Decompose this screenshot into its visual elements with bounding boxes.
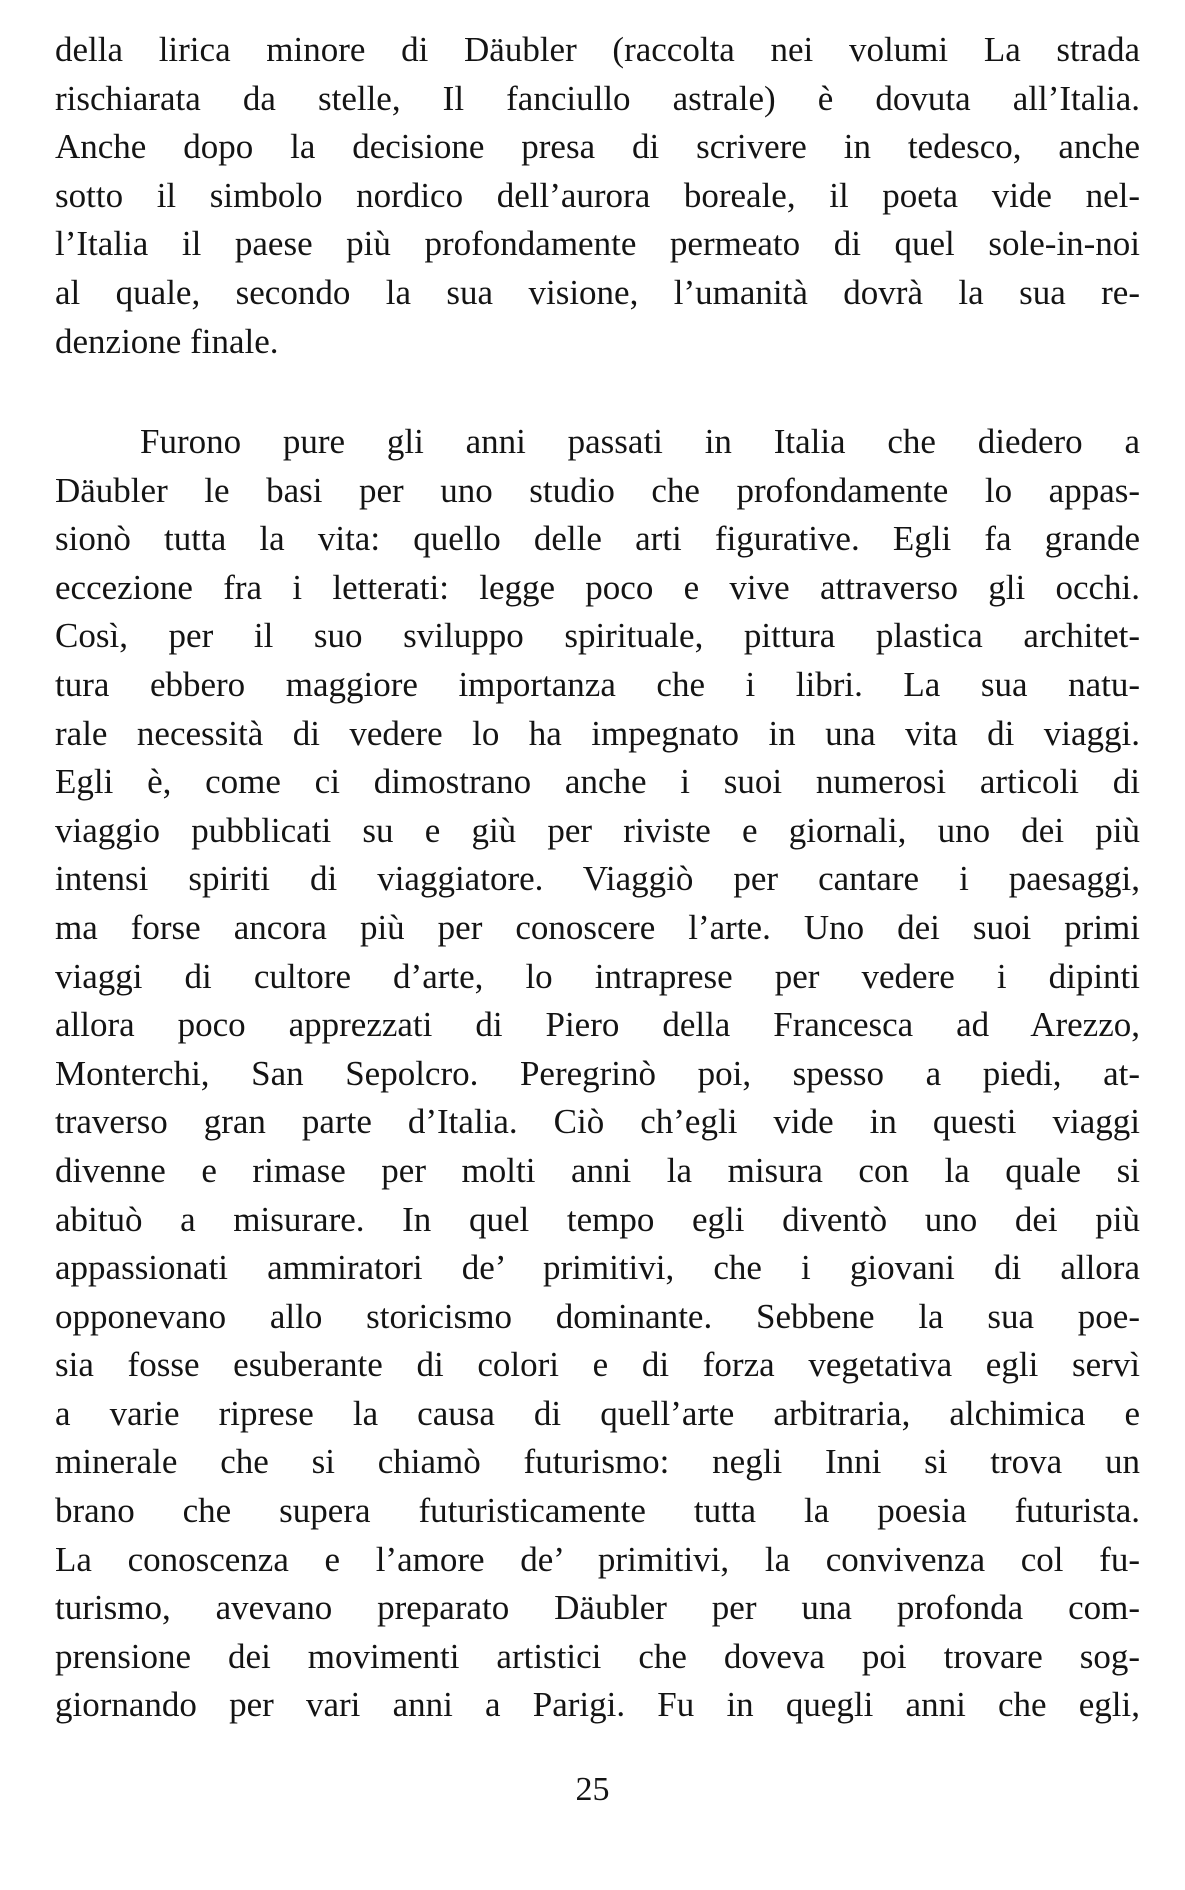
text-line: tura ebbero maggiore importanza che i libri. La sua natu- — [55, 664, 1140, 704]
text-line: minerale che si chiamò futurismo: negli Inni si trova un — [55, 1442, 1140, 1482]
text-line: sia fosse esuberante di colori e di forza vegetativa egli servì — [55, 1345, 1140, 1385]
text-line: opponevano allo storicismo dominante. Sebbene la sua poe- — [55, 1296, 1140, 1336]
text-line: abituò a misurare. In quel tempo egli diventò uno dei più — [55, 1199, 1140, 1239]
text-line: rale necessità di vedere lo ha impegnato in una vita di viaggi. — [55, 713, 1140, 753]
paragraph-2 — [55, 418, 1140, 1730]
text-line: rischiarata da stelle, Il fanciullo astrale) è dovuta all’Italia. — [55, 78, 1140, 118]
text-line: intensi spiriti di viaggiatore. Viaggiò per cantare i paesaggi, — [55, 859, 1140, 899]
text-line: al quale, secondo la sua visione, l’umanità dovrà la sua re- — [55, 272, 1140, 312]
text-line: La conoscenza e l’amore de’ primitivi, la convivenza col fu- — [55, 1539, 1140, 1579]
text-line: Anche dopo la decisione presa di scrivere in tedesco, anche — [55, 127, 1140, 167]
text-line: a varie riprese la causa di quell’arte arbitraria, alchimica e — [55, 1393, 1140, 1433]
text-line: della lirica minore di Däubler (raccolta nei volumi La strada — [55, 30, 1140, 69]
text-line: Così, per il suo sviluppo spirituale, pittura plastica architet- — [55, 616, 1140, 656]
text-line: brano che supera futuristicamente tutta la poesia futurista. — [55, 1491, 1140, 1531]
text-line: allora poco apprezzati di Piero della Francesca ad Arezzo, — [55, 1005, 1140, 1045]
text-line: Egli è, come ci dimostrano anche i suoi numerosi articoli di — [55, 762, 1140, 802]
text-line: ma forse ancora più per conoscere l’arte. Uno dei suoi primi — [55, 907, 1140, 947]
text-line: traverso gran parte d’Italia. Ciò ch’egli vide in questi viaggi — [55, 1102, 1140, 1142]
text-line: prensione dei movimenti artistici che doveva poi trovare sog- — [55, 1636, 1140, 1676]
text-line: divenne e rimase per molti anni la misura con la quale si — [55, 1150, 1140, 1190]
text-line: Monterchi, San Sepolcro. Peregrinò poi, spesso a piedi, at- — [55, 1053, 1140, 1093]
text-line: turismo, avevano preparato Däubler per una profonda com- — [55, 1588, 1140, 1628]
text-line: eccezione fra i letterati: legge poco e vive attraverso gli occhi. — [55, 567, 1140, 607]
page-number: 25 — [575, 1771, 610, 1808]
text-line: giornando per vari anni a Parigi. Fu in quegli anni che egli, — [55, 1685, 1140, 1725]
text-line: sionò tutta la vita: quello delle arti figurative. Egli fa grande — [55, 519, 1140, 559]
text-line: viaggi di cultore d’arte, lo intraprese per vedere i dipinti — [55, 956, 1140, 996]
text-line: l’Italia il paese più profondamente permeato di quel sole-in-noi — [55, 224, 1140, 264]
text-line: Däubler le basi per uno studio che profondamente lo appas- — [55, 470, 1140, 510]
paragraph-1 — [55, 26, 1140, 366]
text-line: Furono pure gli anni passati in Italia che diedero a — [140, 422, 1140, 461]
text-line: denzione finale. — [55, 321, 279, 361]
text-line: viaggio pubblicati su e giù per riviste e giornali, uno dei più — [55, 810, 1140, 850]
text-line: appassionati ammiratori de’ primitivi, che i giovani di allora — [55, 1248, 1140, 1288]
text-line: sotto il simbolo nordico dell’aurora boreale, il poeta vide nel- — [55, 175, 1140, 215]
